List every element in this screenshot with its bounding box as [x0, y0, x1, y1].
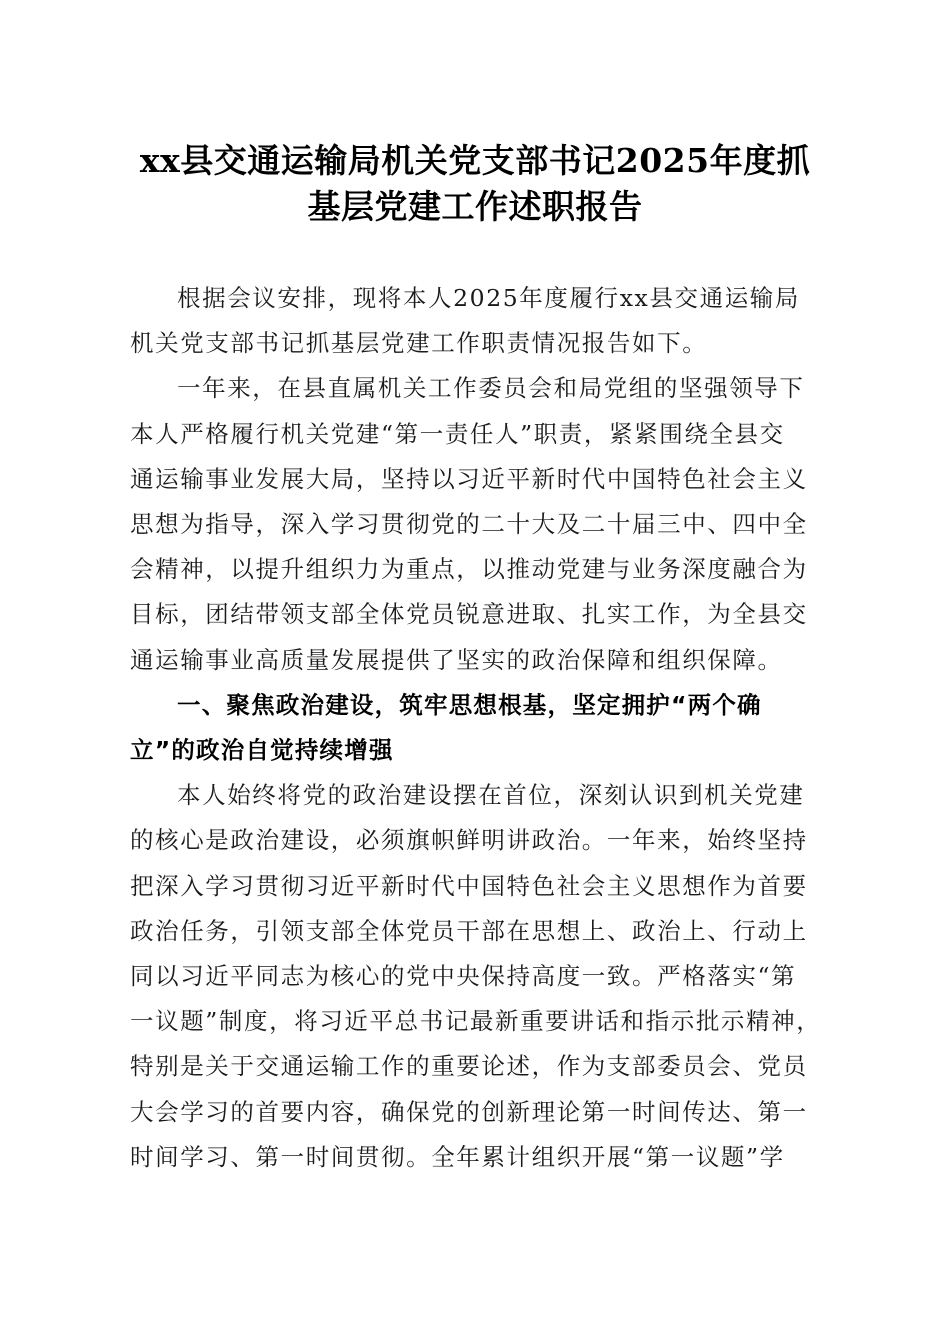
title-line-2: 基层党建工作述职报告: [307, 187, 643, 226]
paragraph-line: 会精神，以提升组织力为重点，以推动党建与业务深度融合为: [130, 555, 808, 584]
document-body: [130, 276, 824, 1180]
paragraph-line: 把深入学习贯彻习近平新时代中国特色社会主义思想作为首要: [130, 871, 808, 900]
intro-paragraph: [130, 276, 824, 366]
document-title: [120, 138, 830, 230]
paragraph-line: 政治任务，引领支部全体党员干部在思想上、政治上、行动上: [130, 916, 808, 945]
heading-line: 立”的政治自觉持续增强: [130, 736, 394, 765]
title-line-1: xx县交通运输局机关党支部书记2025年度抓: [139, 141, 811, 180]
paragraph-line: 大会学习的首要内容，确保党的创新理论第一时间传达、第一: [130, 1097, 808, 1126]
paragraph-line: 一议题”制度，将习近平总书记最新重要讲话和指示批示精神，: [130, 1007, 822, 1036]
section-1-heading: [130, 683, 824, 773]
paragraph-line: 本人始终将党的政治建设摆在首位，深刻认识到机关党建: [177, 781, 805, 810]
paragraph-line: 目标，团结带领支部全体党员锐意进取、扎实工作，为全县交: [130, 600, 808, 629]
paragraph-line: 特别是关于交通运输工作的重要论述，作为支部委员会、党员: [130, 1052, 808, 1081]
heading-line: 一、聚焦政治建设，筑牢思想根基，坚定拥护“两个确: [177, 690, 762, 719]
paragraph-line: 同以习近平同志为核心的党中央保持高度一致。严格落实“第: [130, 962, 797, 991]
section-1-paragraph: [130, 773, 824, 1180]
paragraph-line: 思想为指导，深入学习贯彻党的二十大及二十届三中、四中全: [130, 510, 808, 539]
paragraph-line: 通运输事业高质量发展提供了坚实的政治保障和组织保障。: [130, 645, 783, 674]
paragraph-line: 时间学习、第一时间贯彻。全年累计组织开展“第一议题”学: [130, 1142, 785, 1171]
paragraph-line: 机关党支部书记抓基层党建工作职责情况报告如下。: [130, 329, 708, 358]
paragraph-line: 通运输事业发展大局，坚持以习近平新时代中国特色社会主义: [130, 464, 808, 493]
summary-paragraph: [130, 366, 824, 682]
paragraph-line: 本人严格履行机关党建“第一责任人”职责，紧紧围绕全县交: [130, 419, 785, 448]
paragraph-line: 根据会议安排，现将本人2025年度履行xx县交通运输局: [177, 284, 801, 312]
paragraph-line: 一年来，在县直属机关工作委员会和局党组的坚强领导下: [177, 374, 805, 403]
paragraph-line: 的核心是政治建设，必须旗帜鲜明讲政治。一年来，始终坚持: [130, 826, 808, 855]
